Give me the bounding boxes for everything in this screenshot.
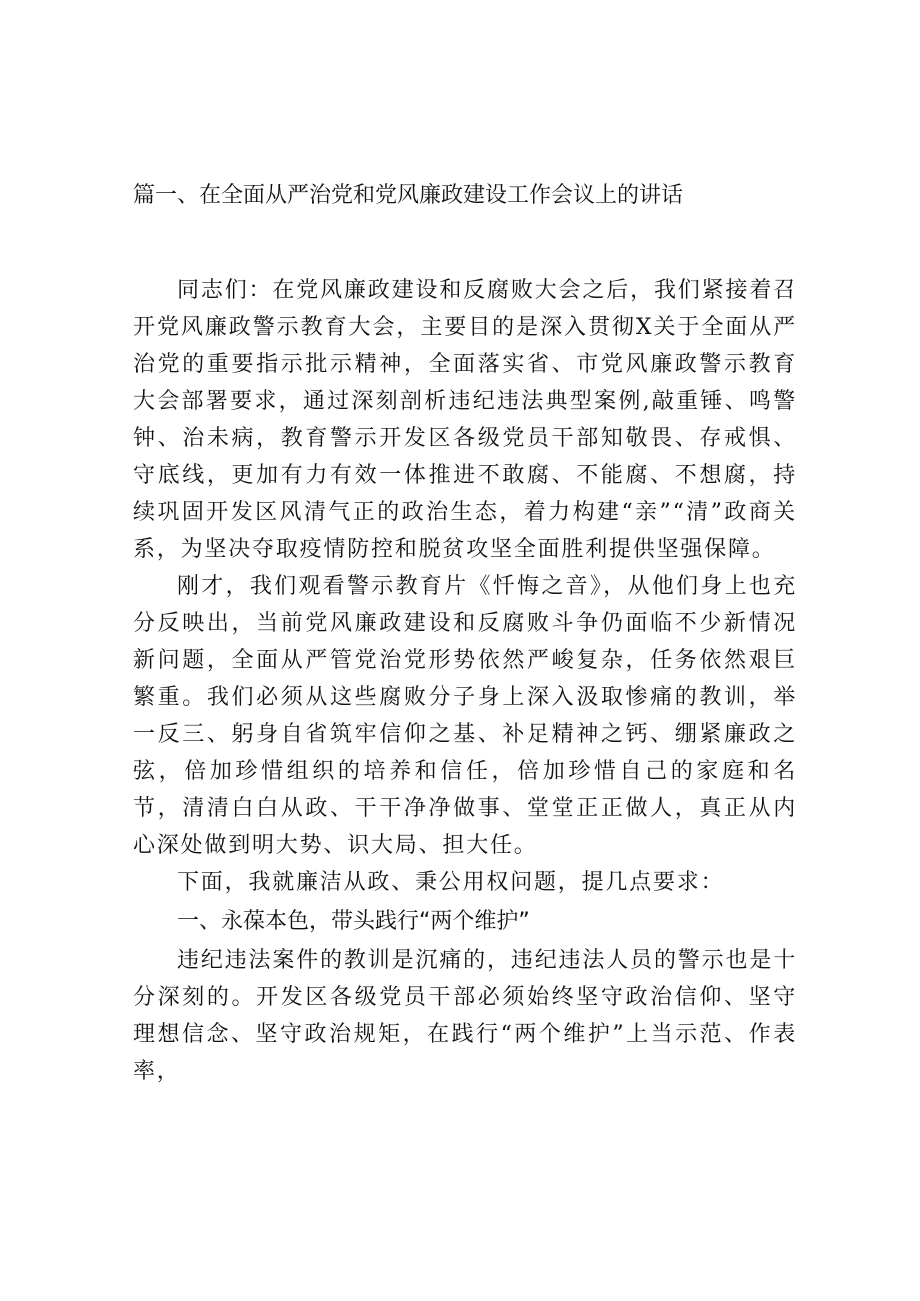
paragraph-requirements-intro: 下面，我就廉洁从政、秉公用权问题，提几点要求： bbox=[177, 870, 725, 895]
document-body bbox=[133, 272, 797, 1090]
paragraph-opening: 同志们：在党风廉政建设和反腐败大会之后，我们紧接着召开党风廉政警示教育大会，主要目的是深入贯彻X关于全面从严治党的重要指示批示精神，全面落实省、市党风廉政警示教育大会部署要求，通过深刻剖析违纪违法典型案例,敲重锤、鸣警钟、治未病，教育警示开发区各级党员干部知敬畏、存戒惧、守底线，更加有力有效一体推进不敢腐、不能腐、不想腐，持续巩固开发区风清气正的政治生态，着力构建“亲”“清”政商关系，为坚决夺取疫情防控和脱贫攻坚全面胜利提供坚强保障。 bbox=[133, 278, 797, 562]
paragraph-warning-film: 刚才，我们观看警示教育片《忏悔之音》，从他们身上也充分反映出，当前党风廉政建设和反腐败斗争仍面临不少新情况新问题，全面从严管党治党形势依然严峻复杂，任务依然艰巨繁重。我们必须从这些腐败分子身上深入汲取惨痛的教训，举一反三、躬身自省筑牢信仰之基、补足精神之钙、绷紧廉政之弦，倍加珍惜组织的培养和信任，倍加珍惜自己的家庭和名节，清清白白从政、干干净净做事、堂堂正正做人，真正从内心深处做到明大势、识大局、担大任。 bbox=[133, 574, 797, 858]
document-title: 篇一、在全面从严治党和党风廉政建设工作会议上的讲话 bbox=[133, 183, 684, 208]
paragraph-section-1: 违纪违法案件的教训是沉痛的，违纪违法人员的警示也是十分深刻的。开发区各级党员干部必须始终坚守政治信仰、坚守理想信念、坚守政治规矩，在践行“两个维护”上当示范、作表率， bbox=[133, 948, 797, 1084]
section-heading-1: 一、永葆本色，带头践行“两个维护” bbox=[177, 909, 530, 934]
